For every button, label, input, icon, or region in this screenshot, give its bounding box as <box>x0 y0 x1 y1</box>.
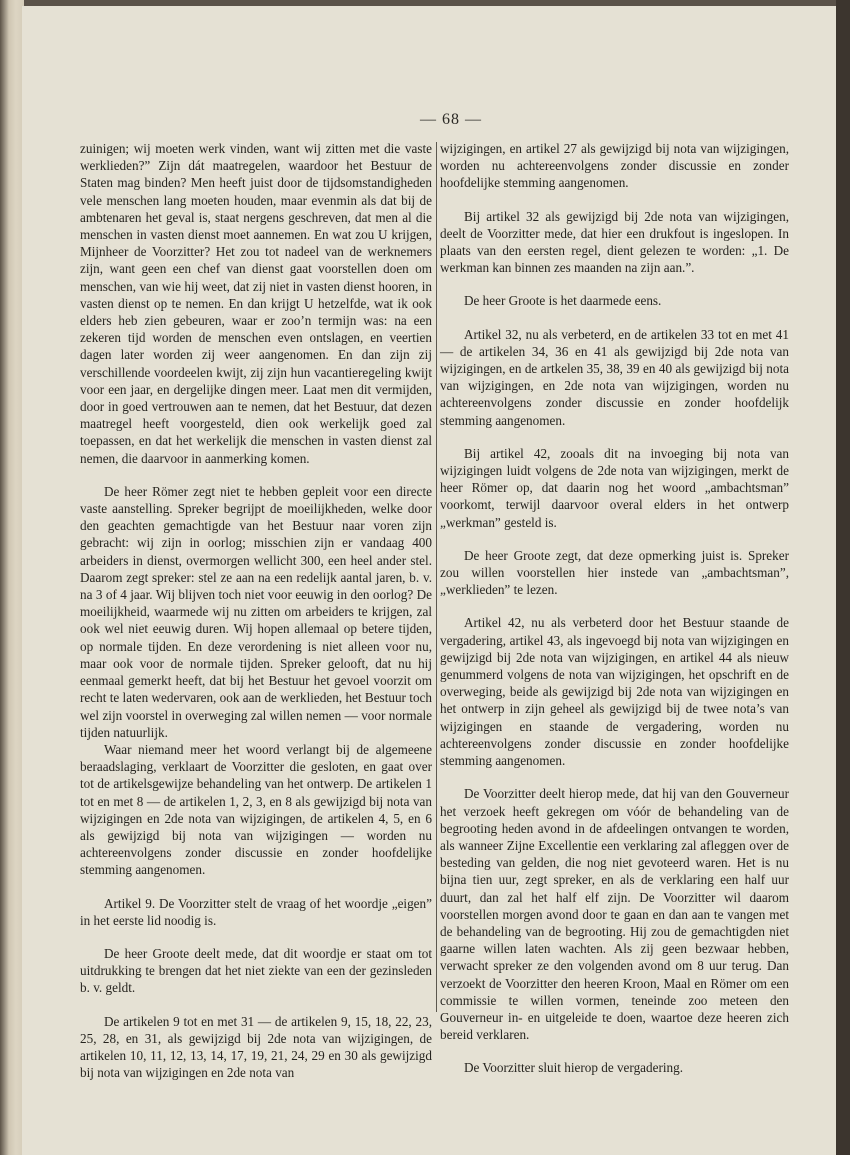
scan-background-right <box>836 0 850 1155</box>
paragraph: Bij artikel 42, zooals dit na invoeging bij nota van wijzigingen luidt volgens de 2de nota van wijzigingen, merkt de heer Römer op, dat daarin nog het woord „ambachtsman” voorkomt, terwijl daarvoor overal elders in het ontwerp „werkman” gesteld is. <box>440 445 789 530</box>
paragraph: De Voorzitter deelt hierop mede, dat hij van den Gouverneur het verzoek heeft gekregen om vóór de behandeling van de begrooting heden avond in de afdeelingen ontvangen te worden, als wanneer Zijne Excellentie een verklaring zal afleggen over de besteding van gelden, die nog niet gevoteerd waren. Het is nu bijna tien uur, zegt spreker, en als de verklaring een half uur duurt, dan zal het half elf zijn. De Voorzitter wil daarom voorstellen morgen avond door te gaan en dan aan te vangen met de behandeling van de begrooting. Hij zou de gemachtigden niet gaarne willen laten wachten. Als zij geen bezwaar hebben, verwacht spreker ze den volgenden avond om 8 uur terug. Dan verzoekt de Voorzitter den heeren Kroon, Maal en Römer om een commissie te willen vormen, teneinde zoo meteen den Gouverneur in- en uitgeleide te doen, waartoe deze heeren zich bereid verklaren. <box>440 786 789 1043</box>
paragraph: wijzigingen, en artikel 27 als gewijzigd bij nota van wijzigingen, worden nu achtereenvolgens zonder discussie en zonder hoofdelijke stemming aangenomen. <box>440 141 789 191</box>
paragraph: De heer Groote is het daarmede eens. <box>464 293 662 309</box>
page-number: — 68 — <box>420 111 482 128</box>
right-column <box>440 140 789 1077</box>
left-column <box>80 140 432 1081</box>
page-edge-left <box>0 0 24 1155</box>
paragraph: Artikel 9. De Voorzitter stelt de vraag of het woordje „eigen” in het eerste lid noodig is. <box>80 895 432 928</box>
paragraph: De heer Groote zegt, dat deze opmerking juist is. Spreker zou willen voorstellen hier instede van „ambachtsman”, „werklieden” te lezen. <box>440 547 789 598</box>
paragraph: Bij artikel 32 als gewijzigd bij 2de nota van wijzigingen, deelt de Voorzitter mede, dat hier een drukfout is ingeslopen. In plaats van den eersten regel, dient gelezen te worden: „1. De werkman kan binnen zes maanden na zijn aan.”. <box>440 208 789 276</box>
column-divider <box>436 142 437 1012</box>
paragraph: Waar niemand meer het woord verlangt bij de algemeene beraadslaging, verklaart de Voorzitter die gesloten, en gaat over tot de artikelsgewijze behandeling van het ontwerp. De artikelen 1 tot en met 8 — de artikelen 1, 2, 3, en 8 als gewijzigd bij nota van wijzigingen en 2de nota van wijzigingen, de artikelen 4, 5, en 6 als gewijzigd bij nota van wijzigingen — worden nu achtereenvolgens zonder discussie en zonder hoofdelijke stemming aangenomen. <box>80 741 432 878</box>
paragraph: Artikel 32, nu als verbeterd, en de artikelen 33 tot en met 41 — de artikelen 34, 36 en 41 als gewijzigd bij 2de nota van wijzigingen, en de artkelen 35, 38, 39 en 40 als gewijzigd bij nota van wijzigingen, en 2de nota van wijzigingen, worden nu achtereenvolgens zonder discussie en zonder hoofdelijk stemming aangenomen. <box>440 326 789 428</box>
paragraph: zuinigen; wij moeten werk vinden, want wij zitten met die vaste werklieden?” Zijn dát maatregelen, waardoor het Bestuur de Staten mag binden? Men heeft juist door de tijdsomstandigheden vele menschen lang moeten houden, maar evenmin als dat bij de ambtenaren het geval is, staat nergens geschreven, dat men al die menschen in vasten dienst moet aannemen. En wat zou U krijgen, Mijnheer de Voorzitter? Het zou tot nadeel van de werknemers zijn, want geen een chef van dienst gaat voorstellen doen om menschen, van wie hij weet, dat zij niet in vasten dienst hooren, in vasten dienst op te nemen. En dan krijgt U hetzelfde, wat ik ook elders heb zien gebeuren, waar er zoo’n termijn was: na een zekeren tijd worden de menschen even ontslagen, en veertien dagen later worden zij weer aangenomen. En dan zijn zij verschillende voordeelen kwijt, zij zijn hun vacantieregeling kwijt voor een jaar, en dergelijke dingen meer. Laat men dit vermijden, door in goed vertrouwen aan te nemen, dat het Bestuur, dat dezen maatregel heeft voorgesteld, dien ook werkelijk goed zal toepassen, en dat het werkelijk die menschen in vasten dienst zal nemen, die daarvoor in aanmerking komen. <box>80 141 432 466</box>
paragraph: De artikelen 9 tot en met 31 — de artikelen 9, 15, 18, 22, 23, 25, 28, en 31, als gewijzigd bij 2de nota van wijzigingen, de artikelen 10, 11, 12, 13, 14, 17, 19, 21, 24, 29 en 30 als gewijzigd bij nota van wijzigingen en 2de nota van <box>80 1013 432 1081</box>
paragraph: Artikel 42, nu als verbeterd door het Bestuur staande de vergadering, artikel 43, als ingevoegd bij nota van wijzigingen en gewijzigd bij 2de nota van wijzigingen, en artikel 44 als nieuw genummerd volgens de nota van wijzigingen, het opschrift en de overweging, beide als gewijzigd bij 2de nota van wijzigingen en het ontwerp in zijn geheel als gewijzigd bij de twee nota’s van wijzigingen en staande de vergadering, worden nu achtereenvolgens zonder discussie en zonder hoofdelijke stemming aangenomen. <box>440 615 789 769</box>
paragraph: De heer Groote deelt mede, dat dit woordje er staat om tot uitdrukking te brengen dat het niet ziekte van een der gezinsleden b. v. geldt. <box>80 945 432 996</box>
paragraph: De heer Römer zegt niet te hebben gepleit voor een directe vaste aanstelling. Spreker begrijpt de moeilijkheden, welke door den geachten gemachtigde van het Bestuur naar voren zijn gebracht: wij zijn in oorlog; misschien zijn er vandaag 400 arbeiders in dienst, overmorgen wellicht 300, een heel ander stel. Daarom zegt spreker: stel ze aan na een redelijk aantal jaren, b. v. na 3 of 4 jaar. Wij blijven toch niet voor eeuwig in den oorlog? De moeilijkheid, waarmede wij nu zitten om arbeiders te krijgen, zal ook wel niet eeuwig duren. Wij hopen allemaal op betere tijden, op normale tijden. En deze verordening is niet alleen voor nu, maar ook voor de normale tijden. Spreker gelooft, dat nu hij eenmaal gemerkt heeft, dat bij het Bestuur het gevoel voorzit om recht te laten wedervaren, ook aan de werklieden, het Bestuur toch wel zijn voorstel in overweging zal willen nemen — voor normale tijden natuurlijk. <box>80 483 432 740</box>
paragraph: De Voorzitter sluit hierop de vergadering. <box>464 1060 684 1076</box>
